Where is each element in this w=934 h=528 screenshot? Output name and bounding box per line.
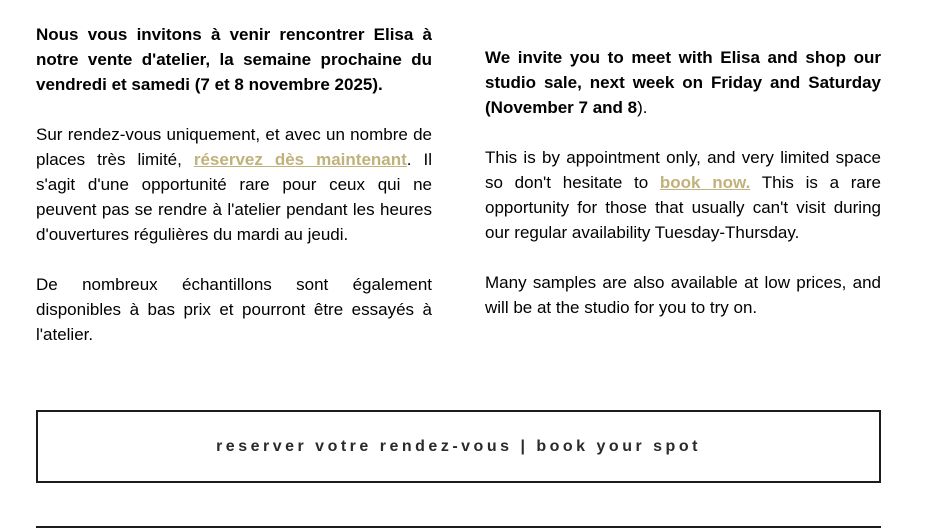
en-intro-bold-text: We invite you to meet with Elisa and shop our studio sale, next week on Friday and Saturday (November 7 and 8	[485, 48, 881, 117]
fr-appointment-text-after: . Il s'agit d'une opportunité rare pour ceux qui ne peuvent pas se rendre à l'atelier pendant les heures d'ouvertures régulières du mardi au jeudi.	[36, 150, 433, 244]
en-appointment-text-after: This is a rare opportunity for those that usually can't visit during our regular availability Tuesday-Thursday.	[485, 173, 881, 242]
reserve-now-link[interactable]: réservez dès maintenant	[193, 150, 407, 169]
en-intro-tail-text: ).	[637, 98, 648, 117]
book-now-link[interactable]: book now.	[659, 173, 751, 192]
fr-appointment-text-before: Sur rendez-vous uniquement, et avec un nombre de places très limité,	[36, 125, 432, 169]
two-column-layout	[36, 22, 881, 372]
book-appointment-button[interactable]	[36, 410, 881, 483]
book-appointment-button-label: reserver votre rendez-vous | book your spot	[216, 437, 701, 455]
fr-samples-paragraph: De nombreux échantillons sont également disponibles à bas prix et pourront être essayés à l'atelier.	[36, 275, 432, 344]
fr-appointment-paragraph	[36, 122, 432, 247]
en-intro-paragraph	[485, 45, 881, 120]
english-column	[485, 22, 881, 372]
en-appointment-text-before: This is by appointment only, and very limited space so don't hesitate to	[485, 148, 881, 192]
en-appointment-paragraph	[485, 145, 881, 245]
french-column	[36, 22, 432, 372]
fr-intro-paragraph: Nous vous invitons à venir rencontrer Elisa à notre vente d'atelier, la semaine prochaine du vendredi et samedi (7 et 8 novembre 2025).	[36, 25, 432, 94]
en-samples-paragraph: Many samples are also available at low prices, and will be at the studio for you to try on.	[485, 273, 881, 317]
